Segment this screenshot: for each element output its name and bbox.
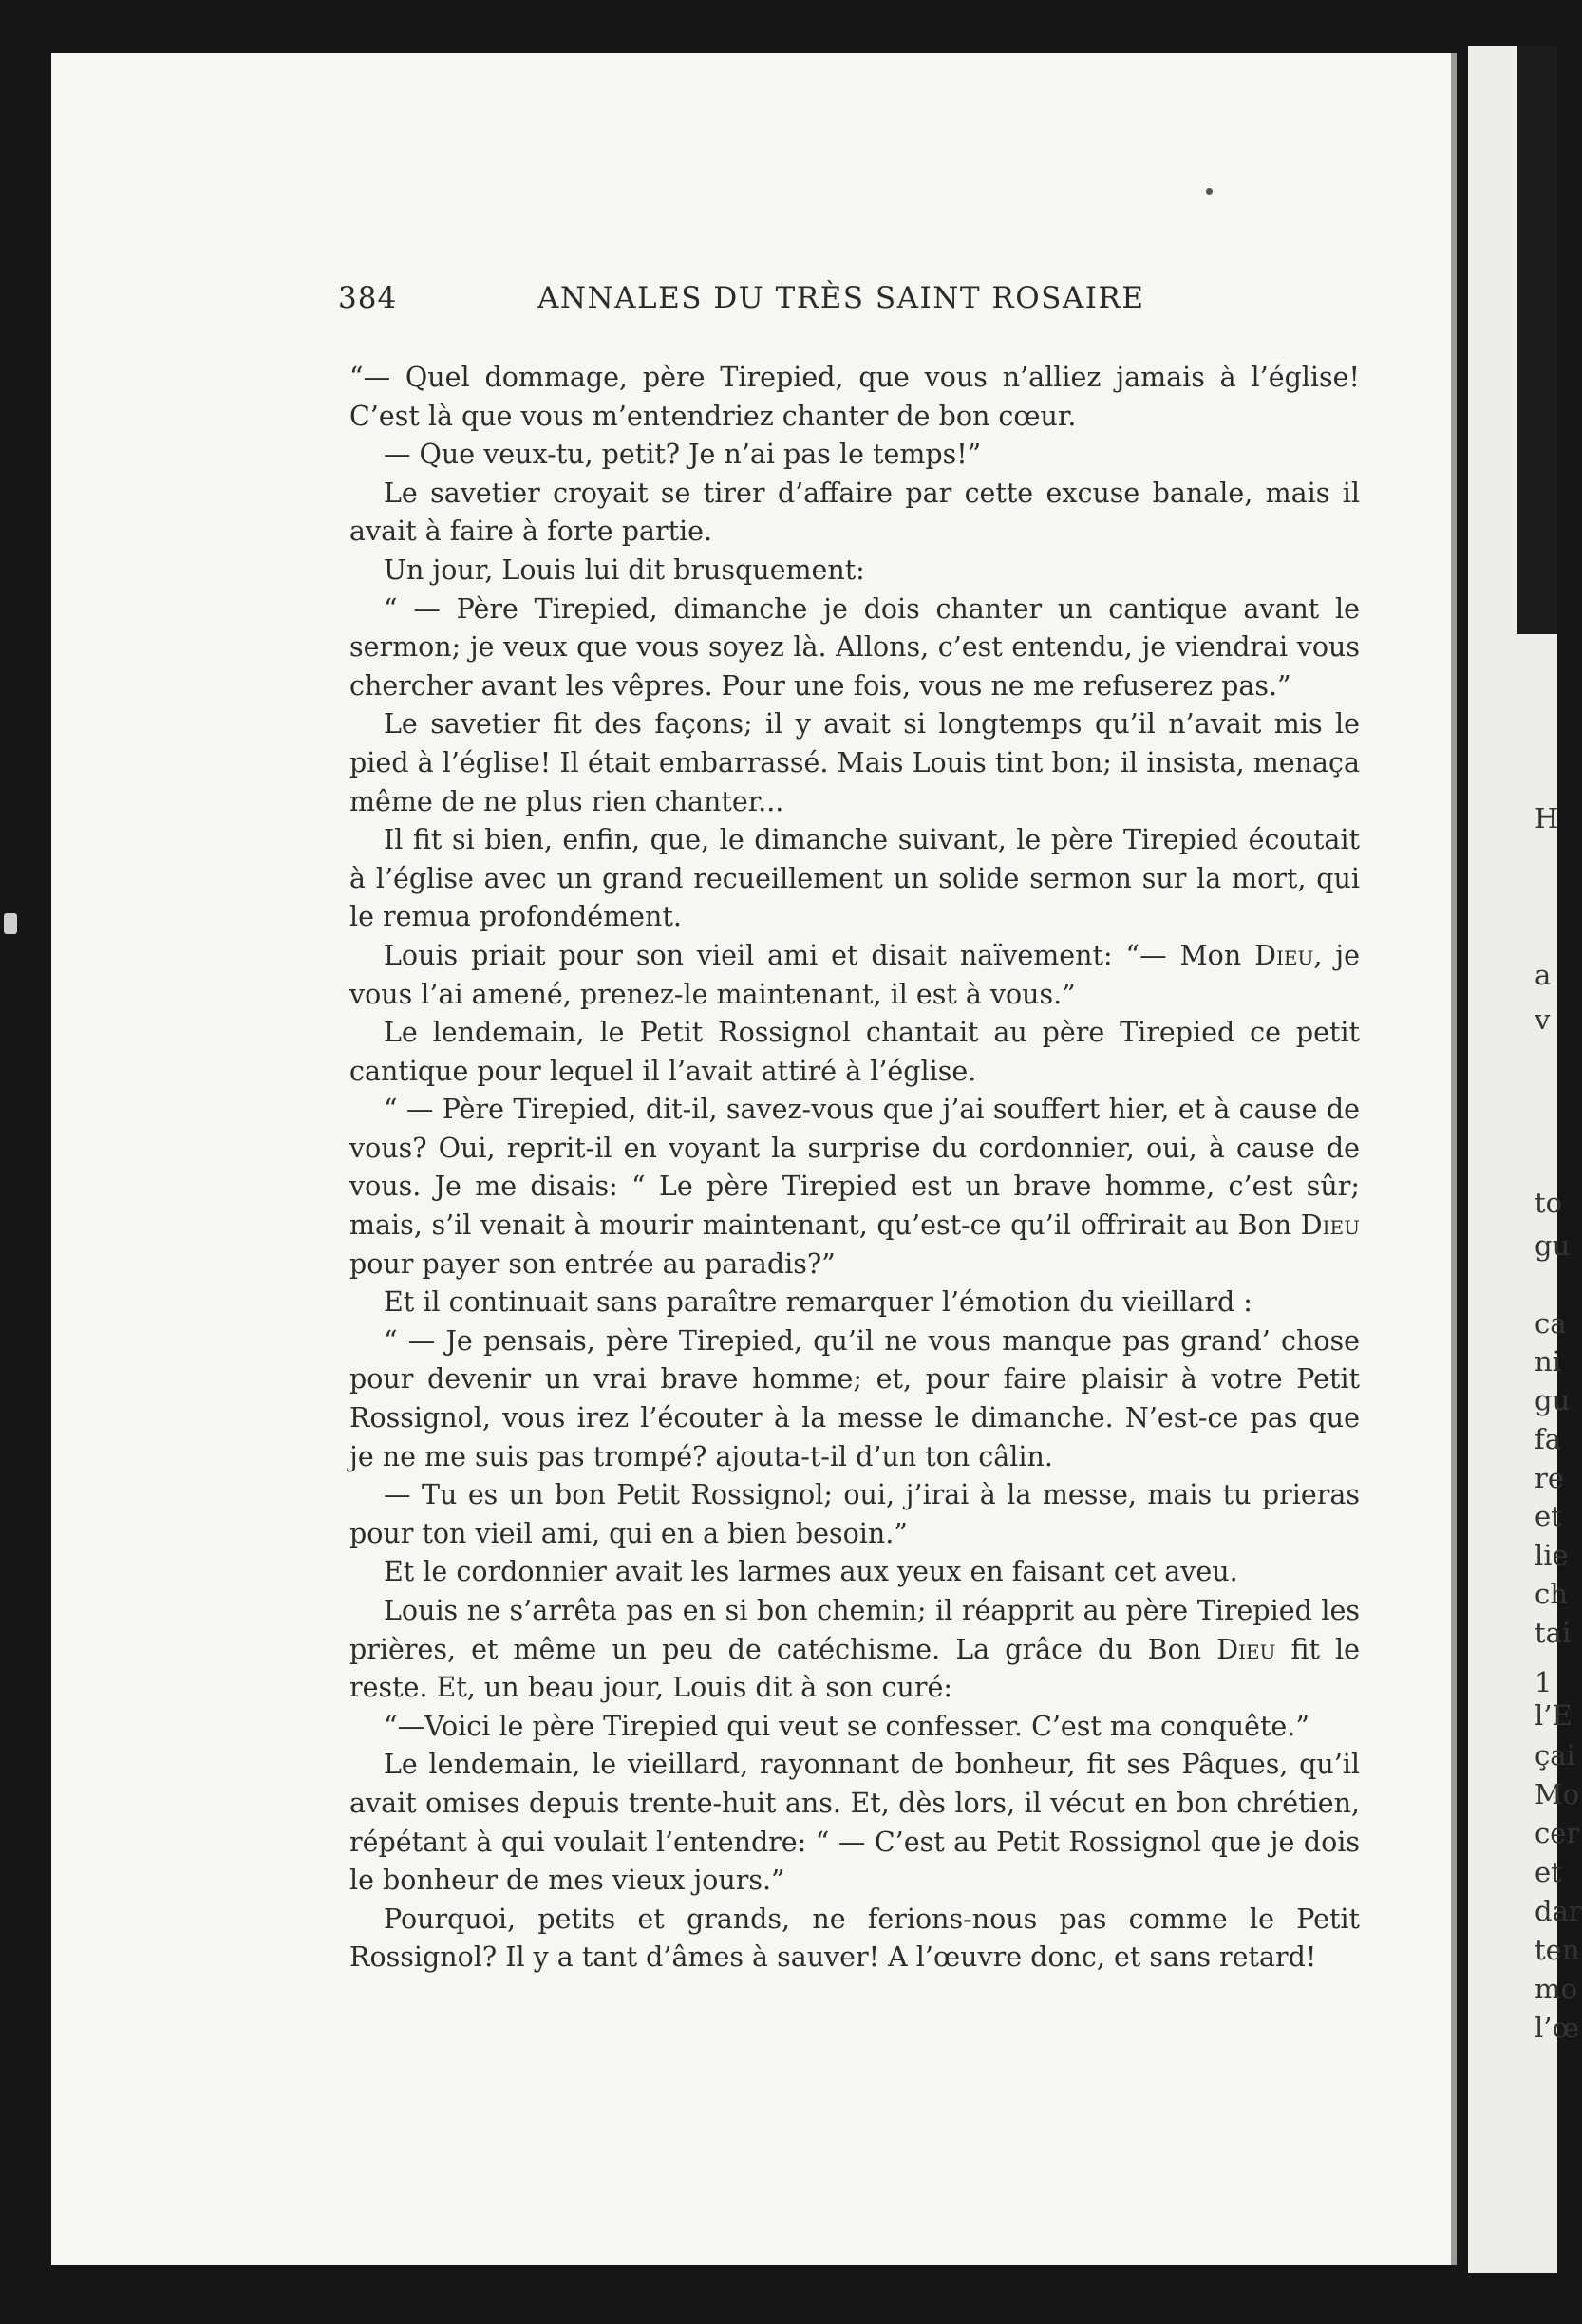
running-header — [338, 281, 1157, 325]
paragraph: “— Quel dommage, père Tirepied, que vous n’alliez jamais à l’église! C’est là que vous m’entendriez chanter de bon cœur. — [349, 362, 1360, 432]
facing-page-fragment: 1 — [1535, 1666, 1553, 1698]
paragraph: — Que veux-tu, petit? Je n’ai pas le temps!” — [384, 439, 982, 471]
paragraph: “ — Père Tirepied, dimanche je dois chanter un cantique avant le sermon; je veux que vous soyez là. Allons, c’est entendu, je viendrai vous chercher avant les vêpres. Pour une fois, vous ne me refuserez pas.” — [349, 592, 1360, 702]
facing-page-fragment: to — [1535, 1187, 1563, 1219]
paper-speck — [1206, 188, 1213, 195]
small-caps-dieu: Dieu — [1254, 939, 1314, 971]
facing-page-fragment: lie — [1535, 1539, 1569, 1571]
paragraph — [349, 1091, 1360, 1284]
facing-page-fragment: ca — [1535, 1307, 1567, 1340]
facing-page-fragment: dar — [1535, 1895, 1582, 1927]
paragraph: “—Voici le père Tirepied qui veut se confesser. C’est ma conquête.” — [384, 1710, 1309, 1742]
facing-page-fragment: fa — [1535, 1423, 1562, 1455]
facing-page-fragment: gu — [1535, 1384, 1571, 1416]
facing-page-fragment: ch — [1535, 1578, 1568, 1610]
facing-page-fragment: tai — [1535, 1617, 1572, 1649]
paragraph — [349, 937, 1360, 1014]
text-run: Louis ne s’arrêta pas en si bon chemin; il réapprit au père Tirepied les prières, et même un peu de catéchisme. La grâce du Bon — [349, 1595, 1360, 1665]
paragraph: Et il continuait sans paraître remarquer l’émotion du vieillard : — [384, 1286, 1252, 1319]
paragraph: Le savetier croyait se tirer d’affaire par cette excuse banale, mais il avait à faire à forte partie. — [349, 477, 1360, 548]
paragraph: Le savetier fit des façons; il y avait si longtemps qu’il n’avait mis le pied à l’église! Il était embarrassé. Mais Louis tint bon; il insista, menaça même de ne plus rien chanter... — [349, 708, 1360, 817]
facing-page-fragment: Mo — [1535, 1778, 1580, 1810]
facing-page-fragment: mo — [1535, 1973, 1577, 2005]
page-number: 384 — [338, 281, 398, 315]
paragraph: Un jour, Louis lui dit brusquement: — [384, 553, 865, 586]
text-run: , je vous l’ai amené, prenez-le maintenant, il est à vous.” — [349, 939, 1360, 1010]
text-run: pour payer son entrée au paradis?” — [349, 1247, 836, 1280]
facing-page-fragment: H — [1535, 802, 1559, 834]
facing-page-fragment: v — [1535, 1003, 1551, 1036]
facing-page-dark-tab — [1517, 46, 1557, 634]
page-body — [349, 359, 1360, 1977]
facing-page-fragment: et — [1535, 1856, 1562, 1888]
paragraph: “ — Je pensais, père Tirepied, qu’il ne vous manque pas grand’ chose pour devenir un vrai brave homme; et, pour faire plaisir à votre Petit Rossignol, vous irez l’écouter à la messe le dimanche. N’est-ce pas que je ne me suis pas trompé? ajouta-t-il d’un ton câlin. — [349, 1324, 1360, 1472]
paragraph: Il fit si bien, enfin, que, le dimanche suivant, le père Tirepied écoutait à l’église avec un grand recueillement un solide sermon sur la mort, qui le remua profondément. — [349, 824, 1360, 933]
paragraph — [349, 1592, 1360, 1708]
paragraph: Pourquoi, petits et grands, ne ferions-nous pas comme le Petit Rossignol? Il y a tant d’âmes à sauver! A l’œuvre donc, et sans retard! — [349, 1902, 1360, 1974]
facing-page-fragment: l’œ — [1535, 2012, 1580, 2044]
text-run: Louis priait pour son vieil ami et disait naïvement: “— Mon — [384, 939, 1255, 971]
facing-page-fragment: ten — [1535, 1934, 1580, 1966]
facing-page-fragment: gu — [1535, 1229, 1571, 1262]
facing-page-fragment: re — [1535, 1462, 1565, 1494]
facing-page-fragment: a — [1535, 959, 1552, 991]
small-caps-dieu: Dieu — [1216, 1633, 1276, 1665]
facing-page-fragment: çai — [1535, 1739, 1575, 1771]
paragraph: Le lendemain, le vieillard, rayonnant de bonheur, fit ses Pâques, qu’il avait omises depuis trente-huit ans. Et, dès lors, il vécut en bon chrétien, répétant à qui voulait l’entendre: “ — C’est au Petit Rossignol que je dois le bonheur de mes vieux jours.” — [349, 1749, 1360, 1897]
facing-page-fragment: l’E — [1535, 1699, 1573, 1732]
paragraph: Le lendemain, le Petit Rossignol chantait au père Tirepied ce petit cantique pour lequel il l’avait attiré à l’église. — [349, 1017, 1360, 1087]
facing-page-fragment: et — [1535, 1500, 1562, 1532]
facing-page-fragment: cer — [1535, 1817, 1580, 1849]
small-caps-dieu: Dieu — [1300, 1209, 1360, 1242]
edge-speck — [4, 913, 17, 934]
facing-page-fragment: ni — [1535, 1345, 1561, 1378]
paragraph: Et le cordonnier avait les larmes aux yeux en faisant cet aveu. — [384, 1556, 1238, 1588]
running-title: ANNALES DU TRÈS SAINT ROSAIRE — [537, 281, 1145, 315]
paragraph: — Tu es un bon Petit Rossignol; oui, j’irai à la messe, mais tu prieras pour ton vieil ami, qui en a bien besoin.” — [349, 1479, 1360, 1549]
text-run: fit le reste. Et, un beau jour, Louis dit à son curé: — [349, 1633, 1360, 1704]
text-run: “ — Père Tirepied, dit-il, savez-vous que j’ai souffert hier, et à cause de vous? Oui, reprit-il en voyant la surprise du cordonnier, oui, à cause de vous. Je me disais: “ Le père Tirepied est un brave homme, c’est sûr; mais, s’il venait à mourir maintenant, qu’est-ce qu’il offrirait au Bon — [349, 1094, 1360, 1242]
